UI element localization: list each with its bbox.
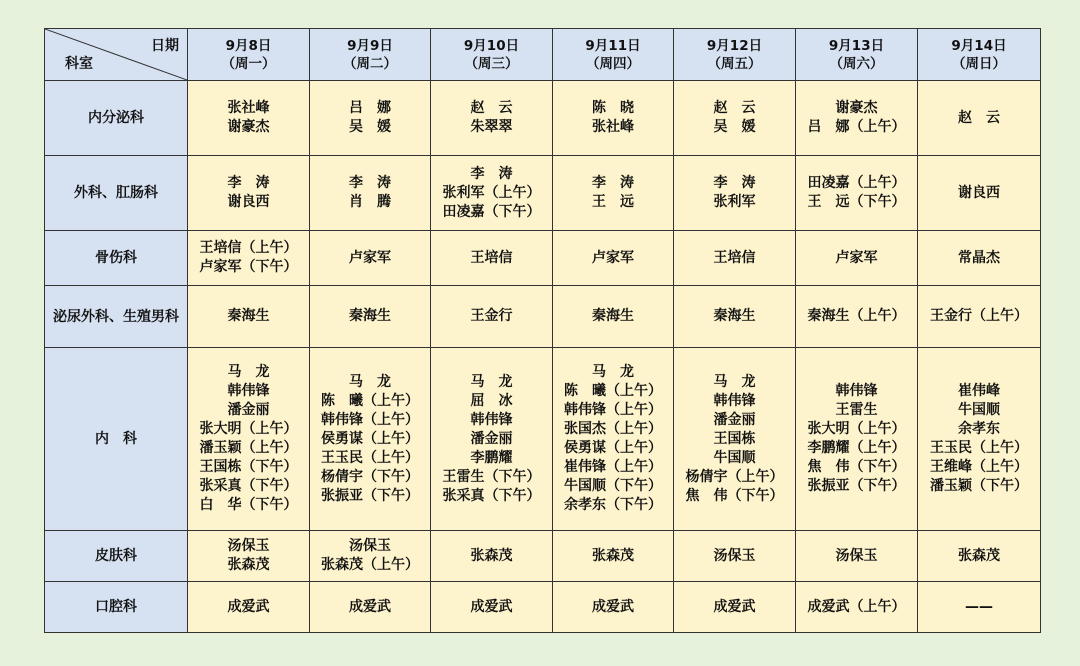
day-header (188, 29, 310, 81)
duty-cell (188, 348, 310, 531)
doctor-entry: 陈 曦（上午） (564, 383, 662, 399)
department-name: 内分泌科 (45, 81, 188, 156)
doctor-entry: 张振亚（下午） (807, 478, 906, 494)
doctor-entry: 赵 云 (470, 100, 513, 116)
duty-cell (310, 531, 431, 582)
doctor-entry: 侯勇谋（上午） (564, 440, 662, 456)
duty-cell (310, 286, 431, 348)
doctor-entry: 卢家军 (349, 249, 391, 266)
department-row (45, 231, 1041, 286)
day-weekday: （周三） (464, 55, 519, 72)
doctor-entry: 成爱武 (592, 598, 634, 615)
duty-schedule-table (44, 28, 1041, 633)
doctor-entry: 张森茂（上午） (321, 557, 419, 573)
day-weekday: （周六） (829, 55, 884, 72)
department-row (45, 531, 1041, 582)
doctor-entry: 李 涛 (713, 175, 756, 191)
department-row (45, 582, 1041, 633)
duty-cell (674, 81, 796, 156)
doctor-entry: 李鹏耀 (470, 449, 513, 466)
department-name: 皮肤科 (45, 531, 188, 582)
doctor-entry: 李 涛 (592, 175, 634, 191)
doctor-entry: 侯勇谋（上午） (321, 430, 419, 447)
doctor-entry: 王金行 (470, 308, 513, 324)
doctor-entry: 成爱武 (227, 598, 270, 615)
doctor-entry: 王雷生（下午） (442, 468, 541, 485)
duty-cell (188, 286, 310, 348)
duty-cell (796, 156, 918, 231)
duty-cell (674, 231, 796, 286)
department-name: 骨伤科 (45, 231, 188, 286)
day-date: 9月12日 (706, 37, 763, 54)
doctor-entry: 韩伟锋 (470, 411, 513, 428)
doctor-entry: 卢家军 (592, 249, 634, 266)
doctor-entry: 陈 晓 (592, 100, 634, 116)
doctor-entry: 韩伟锋 (835, 383, 878, 399)
doctor-entry: 朱翠翠 (470, 119, 513, 135)
doctor-entry: 王培信（上午） (199, 240, 298, 256)
duty-cell (918, 286, 1041, 348)
doctor-entry: 吕 娜（上午） (807, 119, 906, 135)
day-date: 9月14日 (951, 37, 1007, 54)
duty-cell (431, 531, 553, 582)
day-date: 9月8日 (225, 37, 272, 54)
day-date: 9月9日 (347, 37, 393, 54)
doctor-entry: 张采真（下午） (199, 478, 298, 494)
department-row (45, 286, 1041, 348)
doctor-entry: 李 涛 (470, 165, 513, 182)
duty-cell (310, 231, 431, 286)
doctor-entry: 张森茂 (592, 547, 634, 564)
duty-cell (553, 531, 674, 582)
day-date: 9月11日 (585, 37, 641, 54)
doctor-entry: 田凌嘉（下午） (442, 203, 541, 220)
doctor-entry: 焦 伟（下午） (807, 459, 906, 475)
doctor-entry: 谢良西 (958, 184, 1000, 201)
doctor-entry: 王玉民（上午） (930, 440, 1028, 456)
doctor-entry: 牛国顺 (958, 402, 1000, 418)
duty-cell (796, 231, 918, 286)
doctor-entry: 卢家军（下午） (199, 259, 298, 275)
doctor-entry: 成爱武（上午） (807, 598, 906, 615)
doctor-entry: 秦海生 (713, 308, 756, 324)
doctor-entry: 张森茂 (227, 557, 270, 573)
doctor-entry: 杨倩宇（下午） (321, 468, 419, 485)
doctor-entry: 马 龙 (227, 364, 270, 380)
doctor-entry: 牛国顺 (713, 449, 756, 466)
duty-cell (796, 531, 918, 582)
doctor-entry: 焦 伟（下午） (685, 487, 784, 504)
doctor-entry: 成爱武 (713, 598, 756, 615)
duty-cell (918, 156, 1041, 231)
doctor-entry: 李 涛 (227, 175, 270, 191)
duty-cell (310, 582, 431, 633)
doctor-entry: 吕 娜 (349, 100, 391, 116)
department-axis-label: 科室 (65, 56, 93, 72)
doctor-entry: 张利军（上午） (442, 184, 541, 201)
doctor-entry: 屈 冰 (470, 392, 513, 409)
doctor-entry: 韩伟锋（上午） (564, 402, 662, 418)
department-name: 泌尿外科、生殖男科 (45, 286, 188, 348)
duty-cell (188, 81, 310, 156)
doctor-entry: 秦海生 (227, 308, 270, 324)
doctor-entry: 谢豪杰 (227, 119, 270, 135)
duty-cell (553, 81, 674, 156)
doctor-entry: 张利军 (713, 194, 756, 210)
doctor-entry: 崔伟锋（上午） (564, 459, 662, 475)
doctor-entry: 韩伟锋（上午） (321, 411, 419, 428)
doctor-entry: 王玉民（上午） (321, 449, 419, 466)
doctor-entry: 王 远（下午） (807, 194, 906, 210)
doctor-entry: 张振亚（下午） (321, 487, 419, 504)
duty-cell (431, 348, 553, 531)
day-header (918, 29, 1041, 81)
duty-cell (918, 231, 1041, 286)
doctor-entry: 张采真（下午） (442, 487, 541, 504)
doctor-entry: 崔伟峰 (958, 383, 1000, 399)
duty-cell (310, 156, 431, 231)
day-header (674, 29, 796, 81)
day-weekday: （周日） (952, 55, 1006, 72)
doctor-entry: 潘金丽 (227, 402, 270, 418)
doctor-entry: 韩伟锋 (227, 383, 270, 399)
doctor-entry: 肖 腾 (349, 194, 391, 210)
duty-cell (674, 582, 796, 633)
day-weekday: （周四） (586, 55, 640, 72)
doctor-entry: 王国栋 (713, 430, 756, 447)
duty-cell (796, 348, 918, 531)
department-row (45, 348, 1041, 531)
duty-cell (553, 582, 674, 633)
doctor-entry: 谢良西 (227, 194, 270, 210)
doctor-entry: 潘玉颖（上午） (199, 440, 298, 456)
day-header (796, 29, 918, 81)
doctor-entry: 成爱武 (470, 598, 513, 615)
duty-cell (431, 156, 553, 231)
doctor-entry: 秦海生（上午） (807, 308, 906, 324)
duty-cell (431, 81, 553, 156)
doctor-entry: 张森茂 (958, 547, 1000, 564)
doctor-entry: 韩伟锋 (713, 392, 756, 409)
duty-cell (918, 531, 1041, 582)
duty-cell (553, 231, 674, 286)
duty-cell (310, 81, 431, 156)
doctor-entry: 马 龙 (592, 364, 634, 380)
duty-cell (674, 156, 796, 231)
department-row (45, 156, 1041, 231)
doctor-entry: 马 龙 (349, 373, 391, 390)
doctor-entry: 王 远 (592, 194, 634, 210)
doctor-entry: 王维峰（上午） (930, 459, 1028, 475)
doctor-entry: 余孝东 (958, 421, 1000, 437)
doctor-entry: 王培信 (713, 249, 756, 266)
doctor-entry: —— (965, 598, 993, 615)
doctor-entry: 李 涛 (349, 175, 391, 191)
doctor-entry: 李鹏耀（上午） (807, 440, 906, 456)
day-date: 9月10日 (463, 37, 520, 54)
duty-cell (188, 531, 310, 582)
duty-cell (553, 156, 674, 231)
doctor-entry: 田凌嘉（上午） (807, 175, 906, 191)
day-weekday: （周二） (343, 55, 397, 72)
duty-cell (796, 81, 918, 156)
doctor-entry: 卢家军 (835, 249, 878, 266)
header-row (45, 29, 1041, 81)
day-header (310, 29, 431, 81)
department-name: 内 科 (45, 348, 188, 531)
duty-cell (918, 81, 1041, 156)
duty-cell (918, 348, 1041, 531)
doctor-entry: 常晶杰 (958, 249, 1000, 266)
day-weekday: （周五） (707, 55, 762, 72)
doctor-entry: 潘玉颖（下午） (930, 478, 1028, 494)
doctor-entry: 吴 媛 (349, 119, 391, 135)
department-name: 口腔科 (45, 582, 188, 633)
doctor-entry: 汤保玉 (713, 547, 756, 564)
duty-cell (918, 582, 1041, 633)
doctor-entry: 秦海生 (592, 308, 634, 324)
day-weekday: （周一） (221, 55, 276, 72)
doctor-entry: 赵 云 (713, 100, 756, 116)
doctor-entry: 吴 媛 (713, 119, 756, 135)
doctor-entry: 马 龙 (470, 373, 513, 390)
doctor-entry: 潘金丽 (470, 430, 513, 447)
doctor-entry: 王雷生 (835, 402, 878, 418)
doctor-entry: 成爱武 (349, 598, 391, 615)
doctor-entry: 张森茂 (470, 547, 513, 564)
doctor-entry: 张大明（上午） (807, 421, 906, 437)
doctor-entry: 张社峰 (592, 119, 634, 135)
duty-cell (188, 582, 310, 633)
doctor-entry: 王金行（上午） (930, 308, 1028, 324)
doctor-entry: 潘金丽 (713, 411, 756, 428)
date-axis-label: 日期 (151, 38, 179, 54)
doctor-entry: 马 龙 (713, 373, 756, 390)
day-header (553, 29, 674, 81)
day-date: 9月13日 (828, 37, 885, 54)
duty-cell (431, 231, 553, 286)
doctor-entry: 谢豪杰 (835, 100, 878, 116)
doctor-entry: 赵 云 (958, 109, 1000, 126)
doctor-entry: 张国杰（上午） (564, 421, 662, 437)
duty-cell (674, 531, 796, 582)
duty-cell (796, 582, 918, 633)
duty-cell (310, 348, 431, 531)
duty-cell (796, 286, 918, 348)
doctor-entry: 白 华（下午） (199, 497, 298, 513)
doctor-entry: 王培信 (470, 249, 513, 266)
duty-cell (553, 286, 674, 348)
duty-cell (188, 156, 310, 231)
day-header (431, 29, 553, 81)
doctor-entry: 牛国顺（下午） (564, 478, 662, 494)
duty-cell (674, 286, 796, 348)
doctor-entry: 汤保玉 (227, 538, 270, 554)
duty-cell (674, 348, 796, 531)
corner-header-cell (45, 29, 188, 81)
doctor-entry: 陈 曦（上午） (321, 392, 419, 409)
duty-cell (553, 348, 674, 531)
duty-cell (431, 286, 553, 348)
doctor-entry: 王国栋（下午） (199, 459, 298, 475)
department-name: 外科、肛肠科 (45, 156, 188, 231)
department-row (45, 81, 1041, 156)
doctor-entry: 秦海生 (349, 308, 391, 324)
schedule-body (45, 81, 1041, 633)
doctor-entry: 张大明（上午） (199, 421, 298, 437)
duty-cell (188, 231, 310, 286)
doctor-entry: 杨倩宇（上午） (685, 468, 784, 485)
doctor-entry: 汤保玉 (349, 538, 391, 554)
doctor-entry: 余孝东（下午） (564, 497, 662, 513)
duty-cell (431, 582, 553, 633)
doctor-entry: 张社峰 (227, 100, 270, 116)
doctor-entry: 汤保玉 (835, 547, 878, 564)
